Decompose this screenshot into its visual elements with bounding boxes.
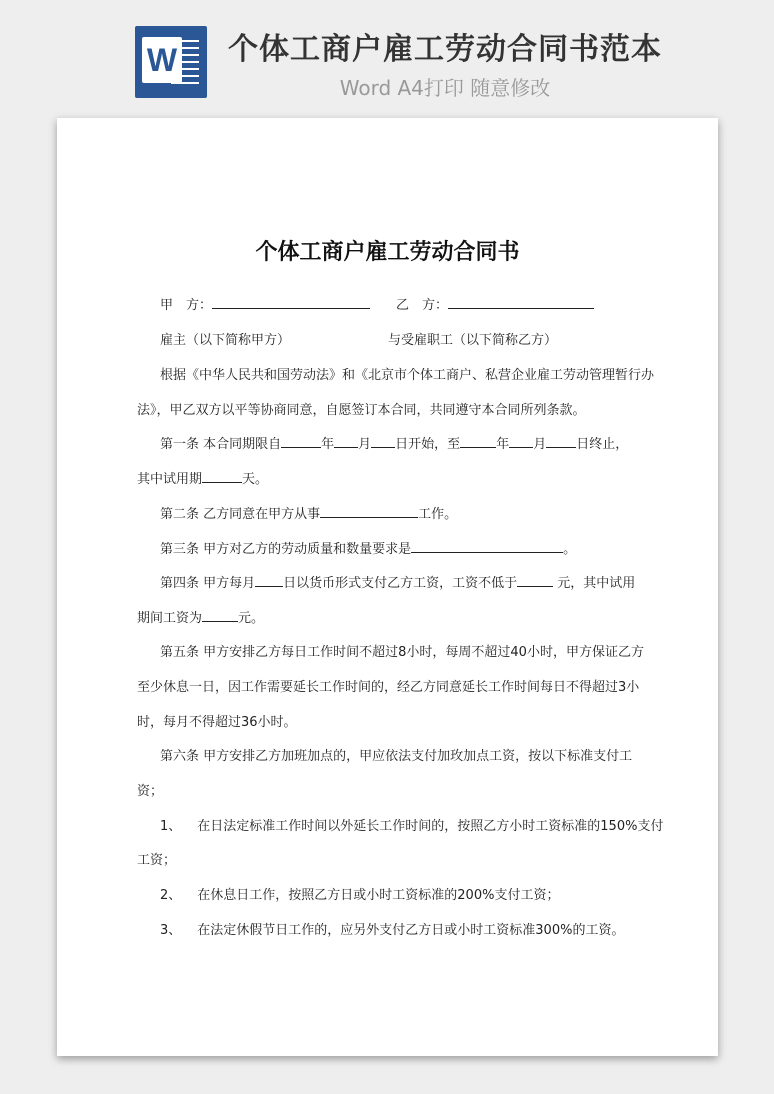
word-icon — [135, 26, 207, 98]
article-3: 第三条 甲方对乙方的劳动质量和数量要求是 。 — [160, 542, 577, 557]
article-5-cont: 至少休息一日，因工作需要延长工作时间的，经乙方同意延长工作时间每日不得超过3小 — [137, 680, 640, 695]
party-b-blank[interactable] — [448, 296, 594, 309]
paragraph-1-cont: 法》，甲乙双方以平等协商同意，自愿签订本合同，共同遵守本合同所列条款。 — [137, 403, 586, 418]
employer-line: 雇主（以下简称甲方） 与受雇职工（以下简称乙方） — [160, 333, 558, 348]
article-4: 第四条 甲方每月 日以货币形式支付乙方工资，工资不低于 元，其中试用 — [160, 576, 636, 591]
word-logo-letter: W — [142, 37, 182, 83]
party-a-label: 甲 方： — [160, 298, 213, 313]
party-b-label: 乙 方： — [396, 298, 449, 313]
list-item-2: 2、 在休息日工作，按照乙方日或小时工资标准的200%支付工资； — [160, 888, 560, 903]
article-5-cont-2: 时，每月不得超过36小时。 — [137, 715, 297, 730]
list-item-1: 1、 在日法定标准工作时间以外延长工作时间的，按照乙方小时工资标准的150%支付 — [160, 819, 664, 834]
article-1-cont: 其中试用期 天。 — [137, 472, 269, 487]
article-1: 第一条 本合同期限自 年 月 日开始，至 年 月 日终止， — [160, 437, 629, 452]
article-4-cont: 期间工资为 元。 — [137, 611, 265, 626]
article-5: 第五条 甲方安排乙方每日工作时间不超过8小时，每周不超过40小时，甲方保证乙方 — [160, 645, 644, 660]
article-2: 第二条 乙方同意在甲方从事 工作。 — [160, 507, 458, 522]
party-a-blank[interactable] — [212, 296, 370, 309]
article-6-cont: 资； — [137, 784, 164, 799]
article-6: 第六条 甲方安排乙方加班加点的，甲应依法支付加玫加点工资，按以下标准支付工 — [160, 749, 633, 764]
parties-line — [160, 294, 594, 313]
list-item-3: 3、 在法定休假节日工作的，应另外支付乙方日或小时工资标准300%的工资。 — [160, 923, 625, 938]
banner-title: 个体工商户雇工劳动合同书范本 — [228, 32, 662, 67]
paragraph-1: 根据《中华人民共和国劳动法》和《北京市个体工商户、私营企业雇工劳动管理暂行办 — [160, 368, 655, 383]
banner-subtitle: Word A4打印 随意修改 — [339, 76, 551, 100]
banner — [0, 0, 774, 110]
document-page — [57, 118, 718, 1056]
document-title: 个体工商户雇工劳动合同书 — [255, 240, 520, 265]
list-item-1-cont: 工资； — [137, 853, 177, 868]
